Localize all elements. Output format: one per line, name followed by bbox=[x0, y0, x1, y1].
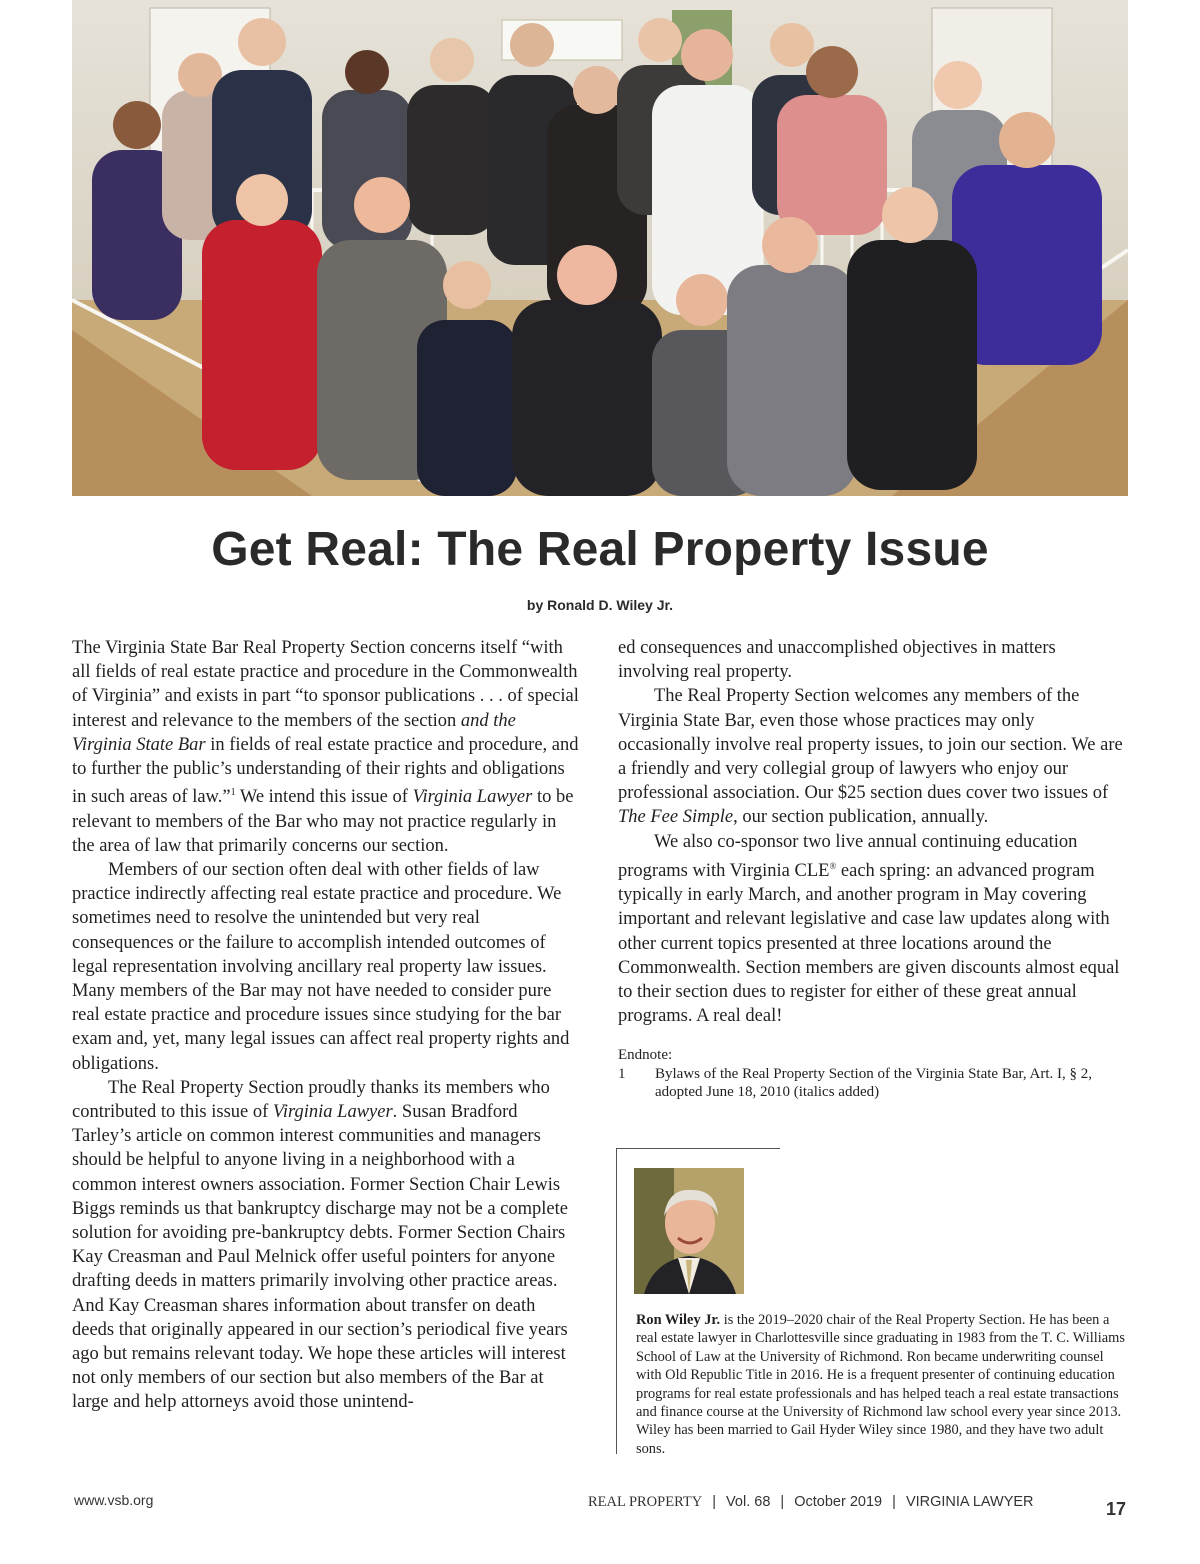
bio-text: Ron Wiley Jr. is the 2019–2020 chair of the Real Property Section. He has been a real estate lawyer in Charlottesville since graduating in 1983 from the T. C. Williams School of Law at the University of Richmond. Ron became underwriting counsel with Old Republic Title in 2016. He is a frequent presenter of continuing education programs for real estate professionals and has helped teach a real estate transactions and finance course at the University of Richmond law school every year since 2013. Wiley has been married to Gail Hyder Wiley since 1980, and they have two adult sons. bbox=[636, 1312, 1125, 1457]
page-number: 17 bbox=[1105, 1499, 1126, 1519]
footer-date: October 2019 bbox=[794, 1494, 883, 1510]
article-title: Get Real: The Real Property Issue bbox=[211, 523, 989, 576]
footer-publication: VIRGINIA LAWYER bbox=[905, 1494, 1034, 1510]
footer-separator: | bbox=[712, 1494, 717, 1510]
bio-divider-horizontal bbox=[616, 1148, 780, 1149]
footer-website: www.vsb.org bbox=[74, 1492, 154, 1508]
left-column bbox=[72, 636, 580, 1415]
endnote bbox=[618, 1046, 1128, 1102]
endnote-ref: 1 bbox=[230, 787, 236, 799]
byline: by Ronald D. Wiley Jr. bbox=[526, 597, 674, 613]
running-footer bbox=[588, 1494, 1034, 1511]
endnote-heading: Endnote: bbox=[618, 1047, 673, 1063]
publication-name: Virginia Lawyer bbox=[412, 787, 533, 808]
endnote-number: 1 bbox=[618, 1065, 626, 1082]
right-paragraph-3: We also co-sponsor two live annual continuing education programs with Virginia CLE® each spring: an advanced program typically in early March, and another program in May covering important and relevant legislative and case law updates along with other current topics presented at three locations around the Commonwealth. Section members are given discounts almost equal to their section dues to register for either of these great annual programs. A real deal! bbox=[618, 831, 1120, 1027]
author-portrait bbox=[634, 1168, 744, 1294]
footer-separator: | bbox=[892, 1494, 896, 1510]
right-column bbox=[618, 636, 1128, 1028]
bio-divider-vertical bbox=[616, 1148, 617, 1454]
endnote-text: Bylaws of the Real Property Section of the Virginia State Bar, Art. I, § 2, adopted June 18, 2010 (italics added) bbox=[655, 1065, 1093, 1100]
publication-name: Virginia Lawyer bbox=[272, 1102, 393, 1123]
right-paragraph-2: The Real Property Section welcomes any members of the Virginia State Bar, even those whose practices may only occasionally involve real property issues, to join our section. We are a friendly and very collegial group of lawyers who enjoy our professional association. Our $25 section dues cover two issues of The Fee Simple, our section publication, annually. bbox=[618, 686, 1123, 828]
left-paragraph-3: The Real Property Section proudly thanks its members who contributed to this issue of Virginia Lawyer. Susan Bradford Tarley’s article on common interest communities and managers should be helpful to anyone living in a neighborhood with a common interest owners association. Former Section Chair Lewis Biggs reminds us that bankruptcy discharge may not be a complete solution for avoiding pre-bankruptcy debts. Former Section Chairs Kay Creasman and Paul Melnick offer useful pointers for anyone drafting deeds in matters primarily involving other practice areas. And Kay Creasman shares information about transfer on death deeds that originally appeared in our section’s periodical five years ago but remains relevant today. We hope these articles will interest not only members of our section but also members of the Bar at large and help attorneys avoid those unintend- bbox=[72, 1077, 568, 1413]
left-paragraph-2: Members of our section often deal with other fields of law practice indirectly affecting real estate practice and procedure. We sometimes need to resolve the unintended but very real consequences or the failure to accomplish intended outcomes of legal representation involving ancillary real property law issues. Many members of the Bar may not have needed to consider pure real estate practice and procedure issues since studying for the bar exam and, yet, many legal issues can affect real property rights and obligations. bbox=[72, 859, 570, 1074]
registered-mark: ® bbox=[829, 860, 837, 871]
footer-volume: Vol. 68 bbox=[726, 1494, 771, 1510]
author-bio bbox=[616, 1148, 1128, 1457]
footer-section: REAL PROPERTY bbox=[588, 1494, 703, 1510]
emphasis: and the Virginia State Bar bbox=[72, 710, 516, 755]
left-paragraph-1: The Virginia State Bar Real Property Section concerns itself “with all fields of real estate practice and procedure in the Commonwealth of Virginia” and exists in part “to sponsor publications . . . of special interest and relevance to the members of the section and the Virginia State Bar in fields of real estate practice and procedure, and to further the public’s understanding of their rights and obligations in such areas of law.”$^1$ We intend this issue of Virginia Lawyer to be relevant to members of the Bar who may not practice regularly in the area of law that primarily concerns our section. bbox=[72, 638, 579, 856]
group-photo bbox=[72, 0, 1128, 496]
publication-name: The Fee Simple bbox=[618, 807, 734, 828]
bio-author-name: Ron Wiley Jr. bbox=[636, 1312, 721, 1328]
footer-separator: | bbox=[780, 1494, 785, 1510]
endnote-item bbox=[618, 1065, 1128, 1102]
group-photo-illustration bbox=[72, 0, 1128, 496]
author-portrait-illustration bbox=[634, 1168, 744, 1294]
right-paragraph-1: ed consequences and unaccomplished objectives in matters involving real property. bbox=[618, 638, 1056, 683]
